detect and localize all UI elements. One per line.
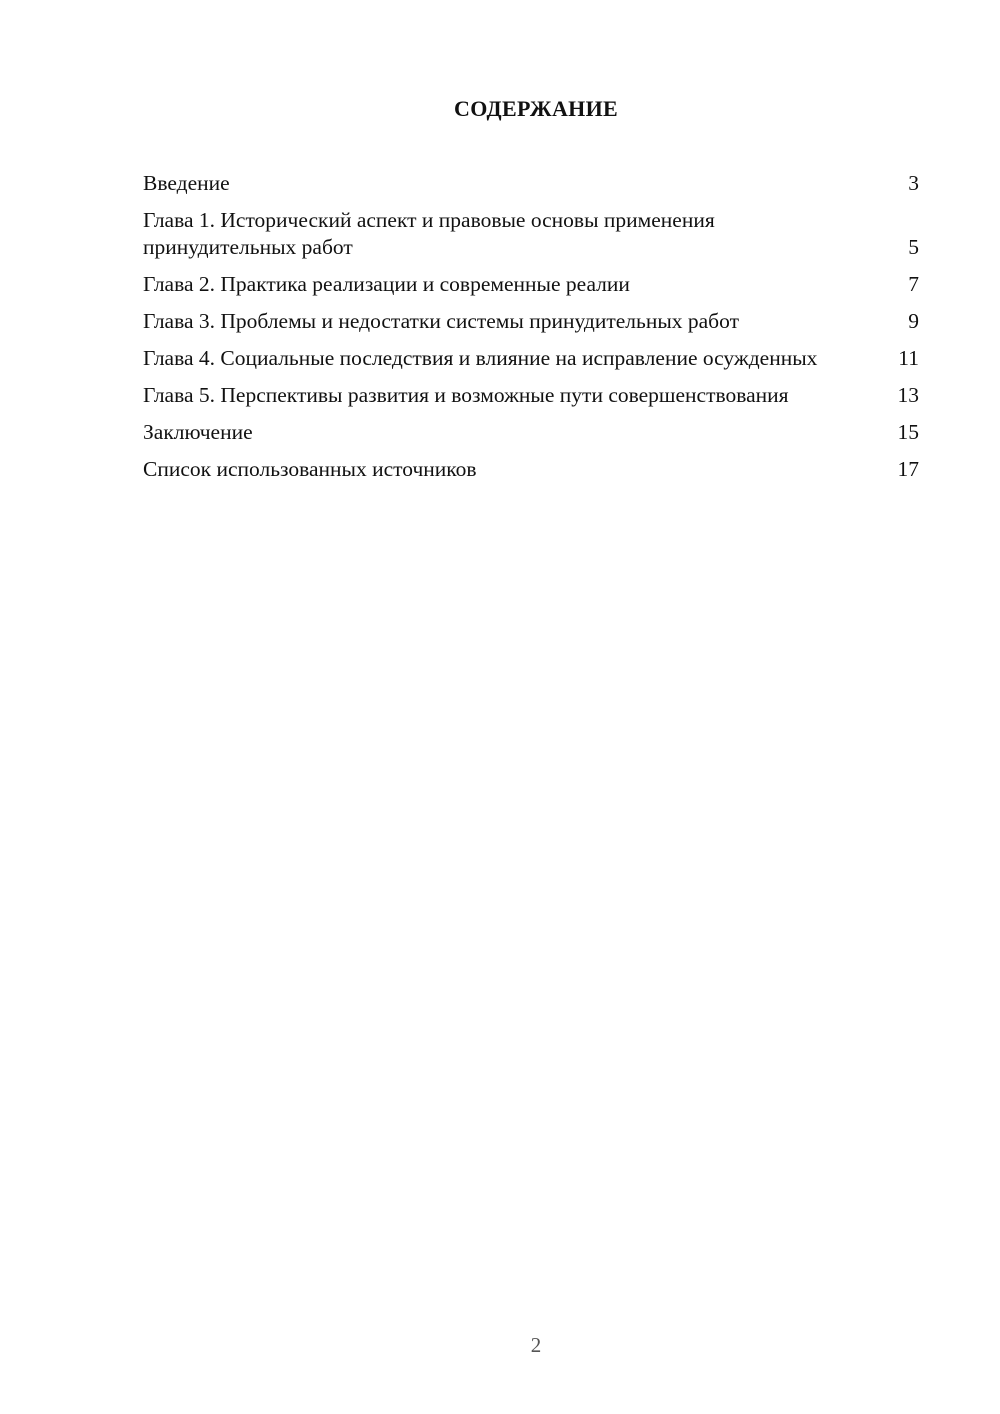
toc-entry-title: Глава 3. Проблемы и недостатки системы принудительных работ <box>143 309 739 333</box>
toc-entry-page-number: 3 <box>908 171 919 195</box>
table-of-contents <box>143 170 919 493</box>
toc-entry-references <box>143 456 919 483</box>
toc-entry-page-number: 7 <box>908 272 919 296</box>
toc-entry-title: Глава 2. Практика реализации и современные реалии <box>143 272 630 296</box>
toc-entry-page-number: 15 <box>897 420 919 444</box>
toc-entry-title: Список использованных источников <box>143 457 477 481</box>
page-number: 2 <box>530 1333 542 1357</box>
toc-entry-title: Введение <box>143 171 230 195</box>
toc-entry-title: Глава 5. Перспективы развития и возможные пути совершенствования <box>143 383 789 407</box>
toc-entry-page-number: 5 <box>908 235 919 259</box>
toc-entry-chapter-3 <box>143 308 919 335</box>
toc-entry-title: Глава 4. Социальные последствия и влияние на исправление осужденных <box>143 346 818 370</box>
toc-entry-chapter-4 <box>143 345 919 372</box>
toc-entry-chapter-1 <box>143 207 919 261</box>
toc-entry-introduction <box>143 170 919 197</box>
page-title: СОДЕРЖАНИЕ <box>454 96 618 121</box>
toc-entry-page-number: 17 <box>897 457 919 481</box>
toc-entry-chapter-2 <box>143 271 919 298</box>
toc-entry-page-number: 13 <box>897 383 919 407</box>
toc-entry-title: Заключение <box>143 420 253 444</box>
toc-entry-title: Глава 1. Исторический аспект и правовые основы применения принудительных работ <box>143 208 715 259</box>
toc-entry-page-number: 11 <box>898 346 919 370</box>
toc-entry-chapter-5 <box>143 382 919 409</box>
toc-entry-page-number: 9 <box>908 309 919 333</box>
toc-entry-conclusion <box>143 419 919 446</box>
